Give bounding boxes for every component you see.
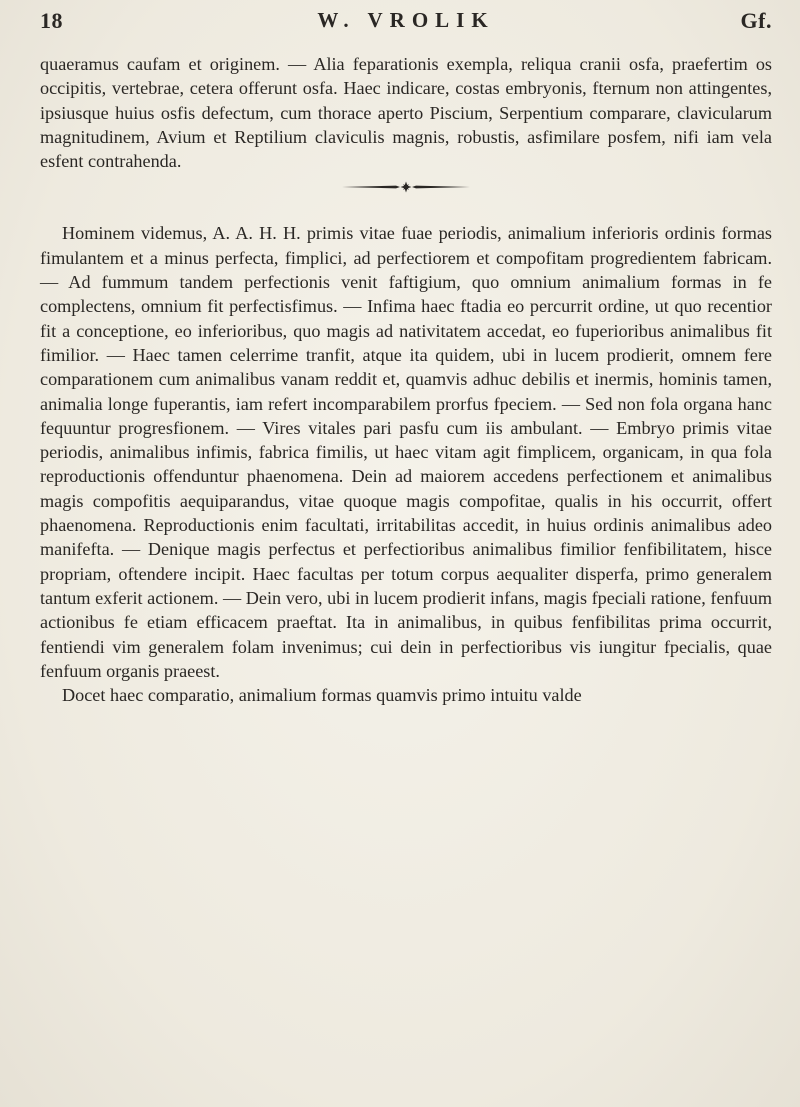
body-text xyxy=(40,52,772,707)
paragraph-1: quaeramus caufam et originem. — Alia feparationis exempla, reliqua cranii osfa, praefertim os occipitis, vertebrae, cetera offerunt osfa. Haec indicare, costas embryonis, fternum non attingentes, ipsiusque huius osfis defectum, cum thorace aperto Piscium, Serpentium comparare, clavicularum magnitudinem, Avium et Reptilium claviculis magnis, robustis, asfimilare posfem, nifi iam vela esfent contrahenda. xyxy=(40,54,772,172)
paragraph-3: Docet haec comparatio, animalium formas quamvis primo intuitu valde xyxy=(62,685,582,706)
star-ornament-icon xyxy=(340,181,472,193)
page-number: 18 xyxy=(40,8,63,33)
running-abbreviation: Gf. xyxy=(740,8,772,33)
running-title: W. VROLIK xyxy=(317,8,495,32)
section-divider xyxy=(40,173,772,221)
running-head xyxy=(40,8,772,42)
paragraph-2: Hominem videmus, A. A. H. H. primis vitae fuae periodis, animalium inferioris ordinis formas fimulantem et a minus perfecta, fimplici, ad perfectiorem et compofitam progredientem fabricam. — Ad fummum tandem perfectionis venit faftigium, quo omnium animalium formas in fe complectens, omnium fit perfectisfimus. — Infima haec ftadia eo percurrit ordine, ut quo recentior fit a conceptione, eo inferioribus, quo magis ad nativitatem accedat, eo fuperioribus animalibus fit fimilior. — Haec tamen celerrime tranfit, atque ita quidem, ubi in lucem prodierit, omnem fere comparationem cum animalibus vanam reddit et, quamvis adhuc debilis et inermis, hominis tamen, animalia longe fuperantis, iam refert incomparabilem prorfus fpeciem. — Sed non fola organa hanc fequuntur progresfionem. — Vires vitales pari pasfu cum iis ambulant. — Embryo primis vitae periodis, animalibus infimis, fabrica fimilis, ut haec vitam agit fimplicem, organicam, in qua fola reproductionis offenduntur phaenomena. Dein ad maiorem accedens perfectionem et animalibus magis compofitis aequiparandus, vitae quoque magis compofitae, qualis in his occurrit, offert phaenomena. Reproductionis enim facultati, irritabilitas accedit, in huius ordinis animalibus adeo manifefta. — Denique magis perfectus et perfectioribus animalibus fimilior fenfibilitatem, hisce propriam, oftendere incipit. Haec facultas per totum corpus aequaliter disperfa, primo generalem tantum exferit actionem. — Dein vero, ubi in lucem prodierit infans, magis fpeciali ratione, fenfuum actionibus fe etiam efficacem praeftat. Ita in animalibus, in quibus fenfibilitas prima occurrit, fentiendi vim generalem folam invenimus; cui dein in perfectioribus vis iungitur fpecialis, quae fenfuum organis praeest. xyxy=(40,223,772,681)
